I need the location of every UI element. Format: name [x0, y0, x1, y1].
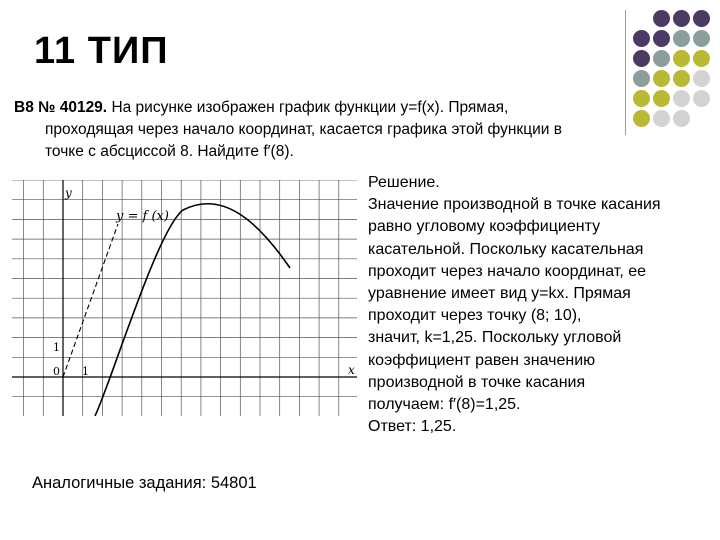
- decor-dot: [673, 90, 690, 107]
- decor-dot: [673, 110, 690, 127]
- tangent-line: [63, 224, 118, 377]
- problem-line-3: точке с абсциссой 8. Найдите f′(8).: [45, 143, 294, 160]
- decor-dot: [673, 50, 690, 67]
- decor-dot: [653, 50, 670, 67]
- decor-dot: [653, 30, 670, 47]
- solution-line: Ответ: 1,25.: [368, 418, 457, 436]
- solution-line: равно угловому коэффициенту: [368, 218, 601, 236]
- decor-dot: [693, 70, 710, 87]
- decor-dot: [673, 10, 690, 27]
- solution-line: проходит через начало координат, ее: [368, 262, 647, 280]
- origin-label: 0: [53, 365, 60, 378]
- solution-line: касательной. Поскольку касательная: [368, 240, 644, 258]
- decor-dot: [633, 90, 650, 107]
- problem-statement: [14, 97, 574, 163]
- problem-line-2: проходящая через начало координат, касается графика этой функции в: [45, 121, 562, 138]
- decor-dot: [693, 10, 710, 27]
- decor-dot: [633, 110, 650, 127]
- decor-dot: [693, 90, 710, 107]
- solution-line: уравнение имеет вид y=kx. Прямая: [368, 285, 631, 303]
- decor-dot: [653, 90, 670, 107]
- slide-title: 11 ТИП: [34, 30, 169, 72]
- decor-dot: [633, 70, 650, 87]
- function-label: y = f (x): [116, 209, 169, 224]
- y-axis-label: y: [65, 186, 72, 200]
- similar-tasks: Аналогичные задания: 54801: [32, 474, 257, 492]
- function-graph: [12, 180, 362, 416]
- decor-dot: [673, 30, 690, 47]
- x-axis-label: x: [348, 363, 355, 377]
- solution-line: значит, k=1,25. Поскольку угловой: [368, 329, 622, 347]
- solution-line: Решение.: [368, 174, 440, 191]
- problem-line-1: На рисунке изображен график функции y=f(x). Прямая,: [111, 99, 509, 116]
- decor-dot: [693, 50, 710, 67]
- decor-dot: [693, 30, 710, 47]
- decor-dot: [653, 110, 670, 127]
- decor-dot: [633, 50, 650, 67]
- decor-divider: [625, 10, 626, 135]
- decor-dot: [633, 30, 650, 47]
- solution-line: производной в точке касания: [368, 373, 586, 391]
- decor-dot: [653, 70, 670, 87]
- solution-line: проходит через точку (8; 10),: [368, 307, 582, 325]
- decor-dot: [673, 70, 690, 87]
- decor-dot: [653, 10, 670, 27]
- solution-line: получаем: f′(8)=1,25.: [368, 396, 521, 414]
- decor-dot-grid: [633, 10, 713, 140]
- solution-line: Значение производной в точке касания: [368, 196, 661, 214]
- y-unit-label: 1: [53, 341, 60, 354]
- graph-grid: [12, 180, 357, 416]
- function-curve: [95, 204, 290, 416]
- x-unit-label: 1: [82, 365, 89, 378]
- problem-number: В8 № 40129.: [14, 99, 108, 116]
- solution-text: [368, 172, 708, 438]
- solution-line: коэффициент равен значению: [368, 351, 596, 369]
